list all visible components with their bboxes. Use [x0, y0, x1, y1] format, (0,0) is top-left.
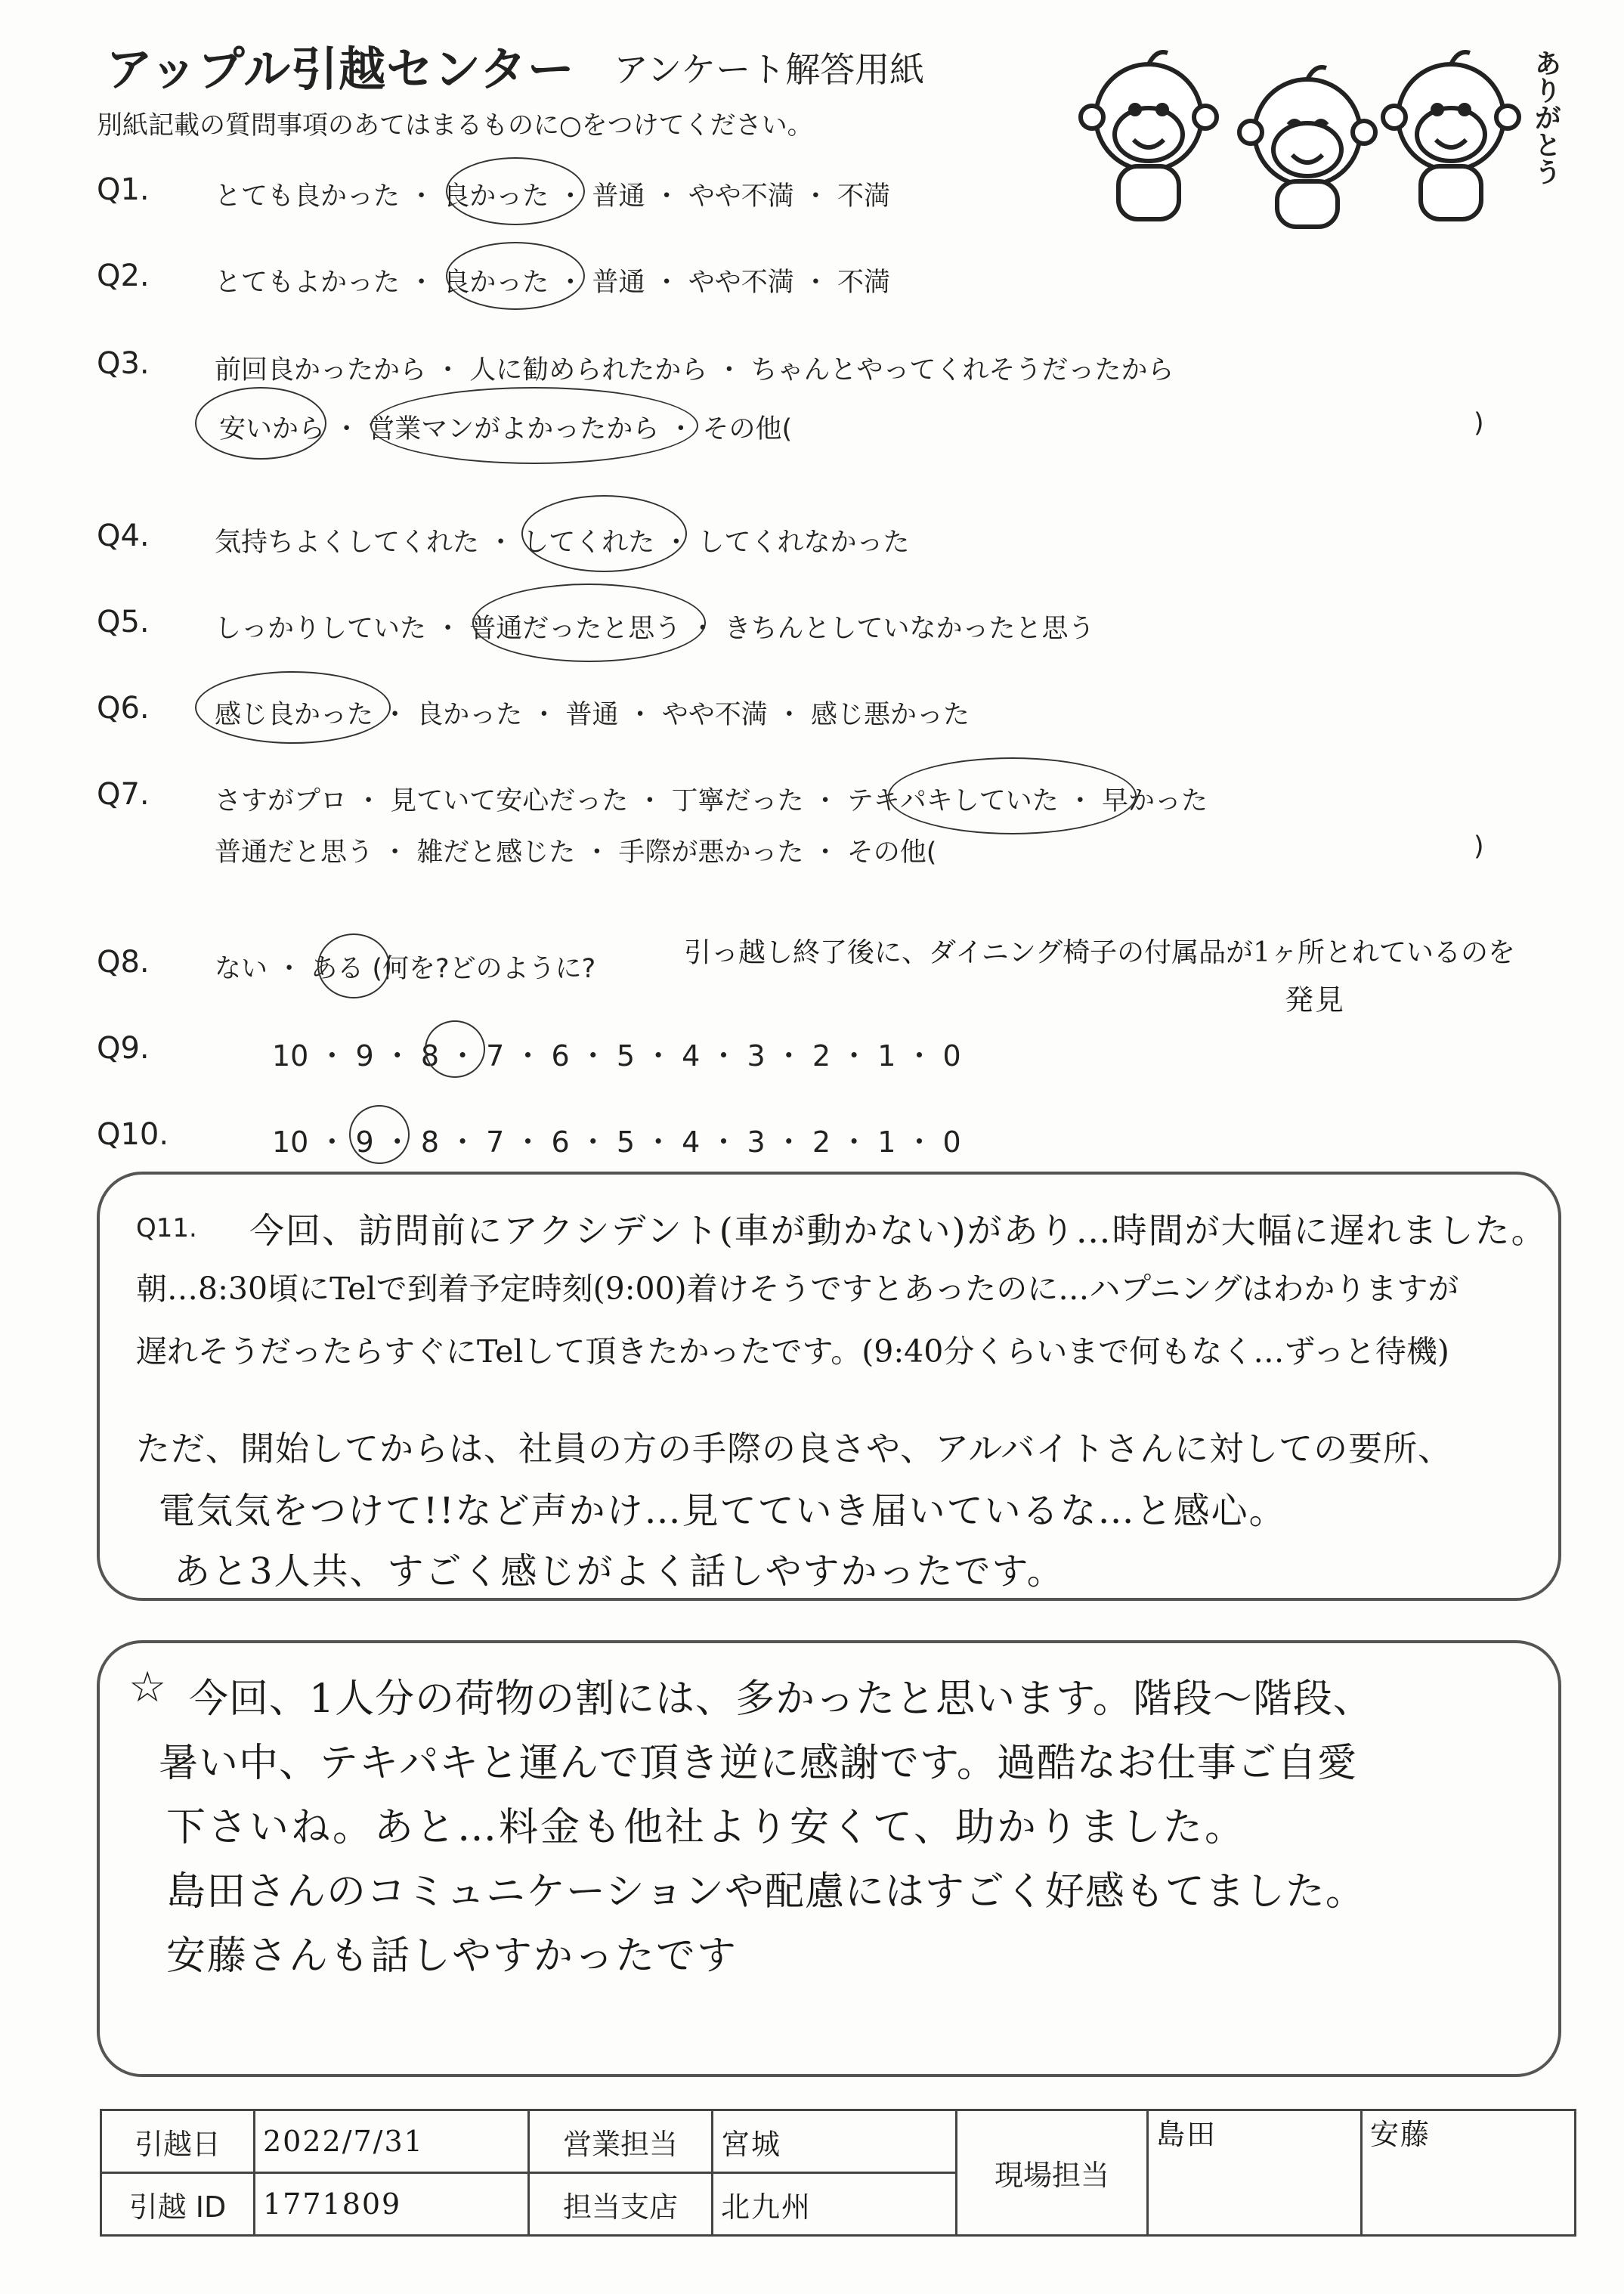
- q3-label: Q3.: [97, 346, 150, 381]
- q3-options: 前回良かったから ・ 人に勧められたから ・ ちゃんとやってくれそうだったから: [215, 355, 1174, 385]
- q6-options: 感じ良かった ・ 良かった ・ 普通 ・ やや不満 ・ 感じ悪かった: [215, 700, 970, 730]
- q4-options: 気持ちよくしてくれた ・ してくれた ・ してくれなかった: [215, 528, 910, 558]
- thanks-label: ありがとう: [1530, 49, 1561, 185]
- site-staff-1: 島田: [1148, 2110, 1362, 2236]
- q3-selection-circle-1: [195, 387, 326, 460]
- q5-options: しっかりしていた ・ 普通だったと思う ・ きちんとしていなかったと思う: [215, 614, 1095, 644]
- comment-line-3: 下さいね。あと…料金も他社より安くて、助かりました。: [166, 1805, 1246, 1850]
- q11-line-2: 朝…8:30頃にTelで到着予定時刻(9:00)着けそうですとあったのに…ハプニングはわかりますが: [136, 1271, 1459, 1307]
- q10-label: Q10.: [97, 1117, 169, 1152]
- q7-options-line2: 普通だと思う ・ 雑だと感じた ・ 手際が悪かった ・ その他(: [215, 837, 937, 868]
- q9-label: Q9.: [97, 1031, 150, 1066]
- q8-answer-line2: 発見: [1285, 983, 1346, 1017]
- site-label: 現場担当: [957, 2110, 1148, 2236]
- q8-label: Q8.: [97, 945, 150, 980]
- comment-line-4: 島田さんのコミュニケーションや配慮にはすごく好感もてました。: [166, 1869, 1366, 1915]
- q8-options: ない ・ ある (何を?どのように?: [215, 954, 596, 984]
- q7-options: さすがプロ ・ 見ていて安心だった ・ 丁寧だった ・ テキパキしていた ・ 早かった: [215, 786, 1208, 816]
- q1-options: とても良かった ・ 良かった ・ 普通 ・ やや不満 ・ 不満: [215, 181, 891, 212]
- q10-options: 10 ・ 9 ・ 8 ・ 7 ・ 6 ・ 5 ・ 4 ・ 3 ・ 2 ・ 1 ・ 0: [272, 1125, 961, 1159]
- q4-label: Q4.: [97, 519, 150, 553]
- q5-label: Q5.: [97, 605, 150, 639]
- q2-selection-circle: [446, 242, 585, 310]
- form-intro: 別紙記載の質問事項のあてはまるものに○をつけてください。: [97, 110, 813, 141]
- q6-label: Q6.: [97, 691, 150, 726]
- q9-options: 10 ・ 9 ・ 8 ・ 7 ・ 6 ・ 5 ・ 4 ・ 3 ・ 2 ・ 1 ・ 0: [272, 1039, 961, 1073]
- move-date-value: 2022/7/31: [255, 2110, 529, 2173]
- q11-line-1: 今回、訪問前にアクシデント(車が動かない)があり…時間が大幅に遅れました。: [249, 1210, 1548, 1251]
- move-id-label: 引越 ID: [101, 2173, 255, 2236]
- q2-label: Q2.: [97, 259, 150, 293]
- comment-line-2: 暑い中、テキパキと運んで頂き逆に感謝です。過酷なお仕事ご自愛: [159, 1741, 1357, 1786]
- q9-selection-circle: [425, 1020, 485, 1078]
- comment-line-1: 今回、1人分の荷物の割には、多かったと思います。階段〜階段、: [189, 1676, 1373, 1722]
- q3-selection-circle-2: [370, 387, 698, 464]
- site-staff-2: 安藤: [1362, 2110, 1576, 2236]
- footer-table: [100, 2109, 1576, 2237]
- move-date-label: 引越日: [101, 2110, 255, 2173]
- sales-label: 営業担当: [529, 2110, 713, 2173]
- mascot-monkeys-image: [1035, 30, 1534, 234]
- q11-line-6: あと3人共、すごく感じがよく話しやすかったです。: [174, 1550, 1065, 1593]
- q11-label: Q11.: [136, 1213, 197, 1243]
- q7-selection-circle: [888, 757, 1137, 834]
- sales-value: 宮城: [713, 2110, 957, 2173]
- q7-close-paren: ): [1474, 831, 1484, 862]
- q4-selection-circle: [521, 495, 687, 572]
- comment-line-5: 安藤さんも話しやすかったです: [166, 1933, 738, 1979]
- q2-options: とてもよかった ・ 良かった ・ 普通 ・ やや不満 ・ 不満: [215, 268, 891, 298]
- branch-label: 担当支店: [529, 2173, 713, 2236]
- q8-answer: 引っ越し終了後に、ダイニング椅子の付属品が1ヶ所とれているのを: [684, 937, 1516, 968]
- q11-line-3: 遅れそうだったらすぐにTelして頂きたかったです。(9:40分くらいまで何もなく…ずっと待機): [136, 1333, 1449, 1370]
- move-id-value: 1771809: [255, 2173, 529, 2236]
- q8-selection-circle: [317, 933, 390, 998]
- q7-label: Q7.: [97, 777, 150, 812]
- q6-selection-circle: [195, 671, 391, 744]
- q3-options-line2: 安いから ・ 営業マンがよかったから ・ その他(: [219, 414, 793, 444]
- q10-selection-circle: [349, 1105, 410, 1164]
- q11-line-5: 電気気をつけて!!など声かけ…見てていき届いているな…と感心。: [159, 1490, 1287, 1532]
- q11-line-4: ただ、開始してからは、社員の方の手際の良さや、アルバイトさんに対しての要所、: [136, 1429, 1453, 1469]
- q1-label: Q1.: [97, 172, 150, 207]
- q5-selection-circle: [472, 584, 706, 662]
- brand-title: アップル引越センター: [106, 42, 575, 97]
- q3-close-paren: ): [1474, 408, 1484, 438]
- q1-selection-circle: [446, 157, 585, 225]
- branch-value: 北九州: [713, 2173, 957, 2236]
- form-subtitle: アンケート解答用紙: [614, 49, 925, 90]
- comment-star: ☆: [128, 1663, 169, 1712]
